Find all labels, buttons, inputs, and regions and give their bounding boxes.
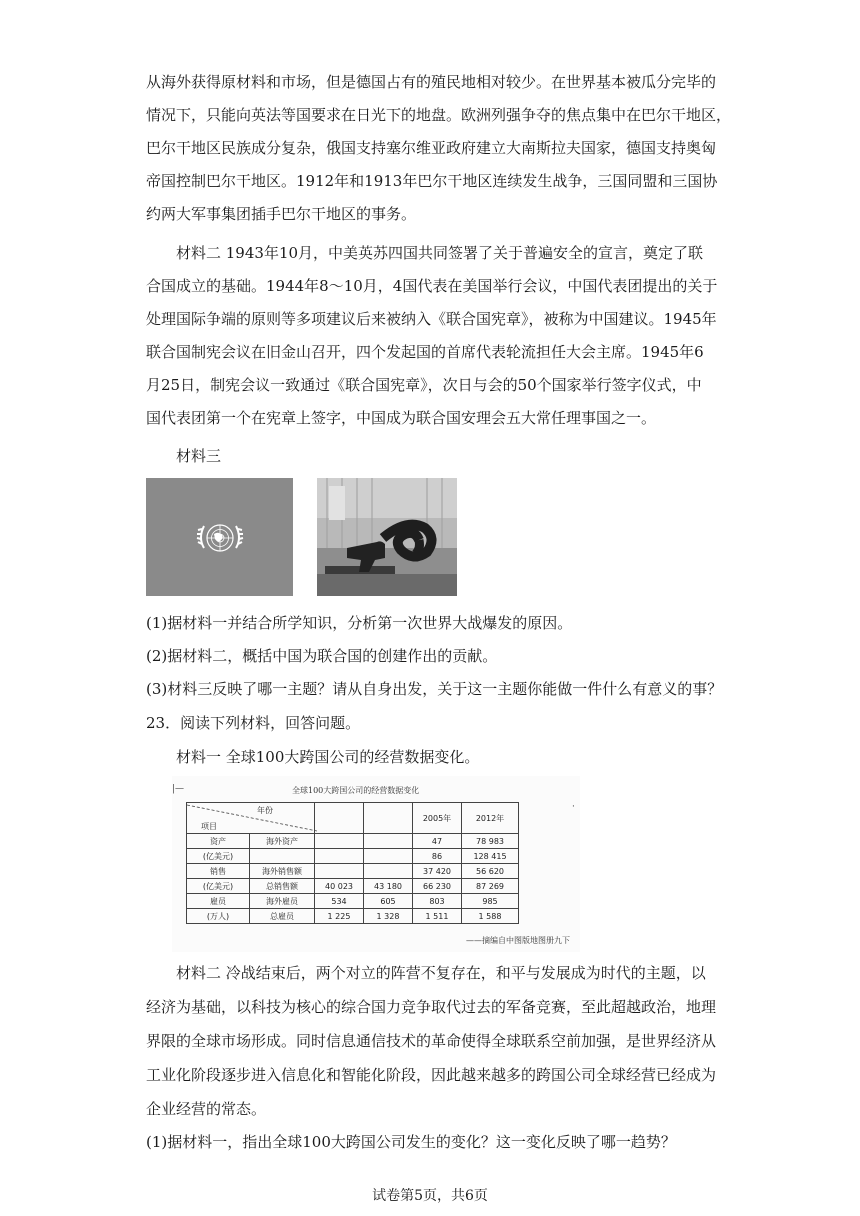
row-sub: 海外销售额 [250,864,315,879]
cell: 56 620 [462,864,519,879]
table-title: 全球100大跨国公司的经营数据变化 [292,786,420,795]
table-row [187,864,519,879]
material2-line-2: 合国成立的基础。1944年8～10月，4国代表在美国举行会议，中国代表团提出的关于 [146,277,718,295]
q23-material2-line-2: 经济为基础，以科技为核心的综合国力竞争取代过去的军备竞赛，至此超越政治，地理 [146,998,717,1016]
cell [315,849,364,864]
question-22-1: (1)据材料一并结合所学知识，分析第一次世界大战爆发的原因。 [146,614,573,632]
cell: 534 [315,894,364,909]
cell: 37 420 [413,864,462,879]
row-sub: 总销售额 [250,879,315,894]
material1-line-1: 从海外获得原材料和市场，但是德国占有的殖民地相对较少。在世界基本被瓜分完毕的 [146,73,717,91]
cell: 128 415 [462,849,519,864]
row-group: (亿美元) [187,849,250,864]
row-group: (万人) [187,909,250,924]
row-sub [250,849,315,864]
cell: 1 588 [462,909,519,924]
row-group: 雇员 [187,894,250,909]
knotted-gun-sculpture-image [317,478,457,596]
table-row [187,849,519,864]
q23-material1-label: 材料一 全球100大跨国公司的经营数据变化。 [176,748,480,766]
question-22-3: (3)材料三反映了哪一主题？请从自身出发，关于这一主题你能做一件什么有意义的事？ [146,680,723,698]
material1-line-4: 帝国控制巴尔干地区。1912年和1913年巴尔干地区连续发生战争，三国同盟和三国协 [146,172,718,190]
q23-question-1: (1)据材料一，指出全球100大跨国公司发生的变化？这一变化反映了哪一趋势？ [146,1133,676,1151]
row-group: 销售 [187,864,250,879]
page-footer: 试卷第5页，共6页 [372,1188,488,1204]
material3-label: 材料三 [176,447,222,465]
cell: 803 [413,894,462,909]
cell: 78 983 [462,834,519,849]
material2-line-3: 处理国际争端的原则等多项建议后来被纳入《联合国宪章》，被称为中国建议。1945年 [146,310,717,328]
material2-line-4: 联合国制宪会议在旧金山召开，四个发起国的首席代表轮流担任大会主席。1945年6 [146,343,704,361]
q23-material2-line-3: 界限的全球市场形成。同时信息通信技术的革命使得全球联系空前加强，是世界经济从 [146,1032,717,1050]
corner-item-label: 项目 [201,822,217,831]
row-sub: 总雇员 [250,909,315,924]
q23-material2-line-5: 企业经营的常态。 [146,1100,267,1118]
cell [315,834,364,849]
multinational-data-table-image [172,776,580,952]
row-group: 资产 [187,834,250,849]
table-row [187,909,519,924]
data-table [186,802,519,924]
cell: 40 023 [315,879,364,894]
cell: 87 269 [462,879,519,894]
table-header-row [187,803,519,834]
cell: 1 328 [364,909,413,924]
un-emblem-icon [190,508,250,568]
corner-year-label: 年份 [257,806,273,815]
material1-line-3: 巴尔干地区民族成分复杂，俄国支持塞尔维亚政府建立大南斯拉夫国家，德国支持奥匈 [146,139,717,157]
question-22-2: (2)据材料二，概括中国为联合国的创建作出的贡献。 [146,647,498,665]
cell: 1 225 [315,909,364,924]
table-source: ——摘编自中图版地图册九下 [466,936,570,945]
header-year-1 [315,803,364,834]
table-corner-cell [187,803,315,834]
table-right-mark: · [572,802,575,812]
table-row [187,879,519,894]
cell [364,849,413,864]
header-year-2 [364,803,413,834]
material1-line-2: 情况下，只能向英法等国要求在日光下的地盘。欧洲列强争夺的焦点集中在巴尔干地区， [146,106,732,124]
material1-line-5: 约两大军事集团插手巴尔干地区的事务。 [146,205,417,223]
un-flag-image [146,478,293,596]
header-year-3: 2005年 [413,803,462,834]
cell: 66 230 [413,879,462,894]
q23-material2-line-1: 材料二 冷战结束后，两个对立的阵营不复存在，和平与发展成为时代的主题，以 [176,964,706,982]
cell: 86 [413,849,462,864]
cell: 47 [413,834,462,849]
q23-material2-line-4: 工业化阶段逐步进入信息化和智能化阶段，因此越来越多的跨国公司全球经营已经成为 [146,1066,717,1084]
header-year-4: 2012年 [462,803,519,834]
cell [315,864,364,879]
row-sub: 海外资产 [250,834,315,849]
table-row [187,894,519,909]
material2-line-6: 国代表团第一个在宪章上签字，中国成为联合国安理会五大常任理事国之一。 [146,409,657,427]
cell: 985 [462,894,519,909]
cell: 1 511 [413,909,462,924]
material2-line-1: 材料二 1943年10月，中美英苏四国共同签署了关于普遍安全的宣言，奠定了联 [176,244,704,262]
cell [364,834,413,849]
cell: 605 [364,894,413,909]
material2-line-5: 月25日，制宪会议一致通过《联合国宪章》，次日与会的50个国家举行签字仪式，中 [146,376,702,394]
row-sub: 海外雇员 [250,894,315,909]
table-row [187,834,519,849]
table-left-mark: |— [172,784,185,794]
cell: 43 180 [364,879,413,894]
cell [364,864,413,879]
question-23-stem: 23．阅读下列材料，回答问题。 [146,714,361,732]
row-group: (亿美元) [187,879,250,894]
